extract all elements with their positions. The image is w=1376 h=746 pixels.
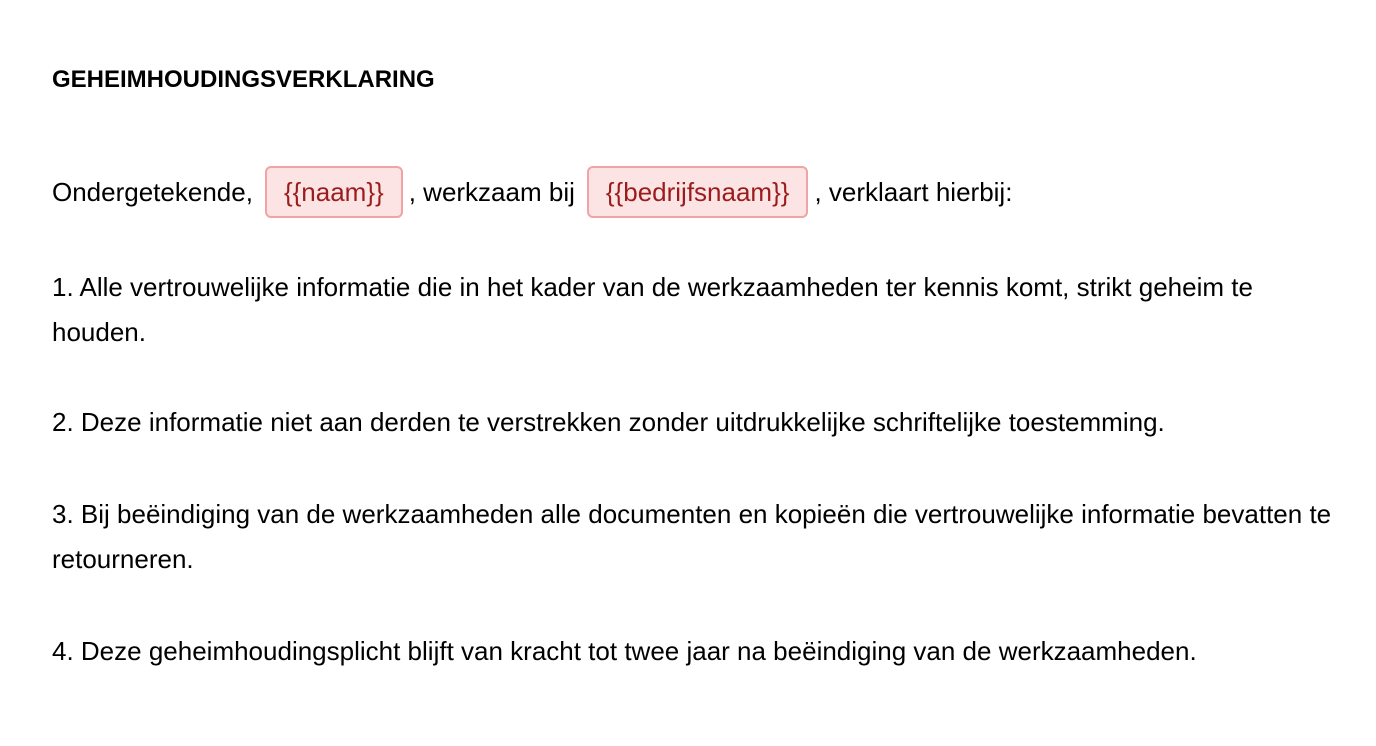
company-name-placeholder[interactable]: {{bedrijfsnaam}}	[587, 166, 809, 218]
intro-prefix: Ondergetekende,	[52, 177, 253, 207]
clause-3: 3. Bij beëindiging van de werkzaamheden alle documenten en kopieën die vertrouwelijke informatie bevatten te retourneren.	[52, 499, 1332, 574]
intro-middle: , werkzaam bij	[408, 177, 575, 207]
document-title: GEHEIMHOUDINGSVERKLARING	[52, 66, 435, 93]
clause-2: 2. Deze informatie niet aan derden te verstrekken zonder uitdrukkelijke schriftelijke toestemming.	[52, 407, 1165, 437]
clause-4: 4. Deze geheimhoudingsplicht blijft van kracht tot twee jaar na beëindiging van de werkzaamheden.	[52, 636, 1197, 666]
intro-paragraph	[52, 166, 1012, 218]
clause-1: 1. Alle vertrouwelijke informatie die in het kader van de werkzaamheden ter kennis komt, strikt geheim te houden.	[52, 272, 1253, 347]
name-placeholder[interactable]: {{naam}}	[265, 166, 403, 218]
intro-suffix: , verklaart hierbij:	[814, 177, 1013, 207]
